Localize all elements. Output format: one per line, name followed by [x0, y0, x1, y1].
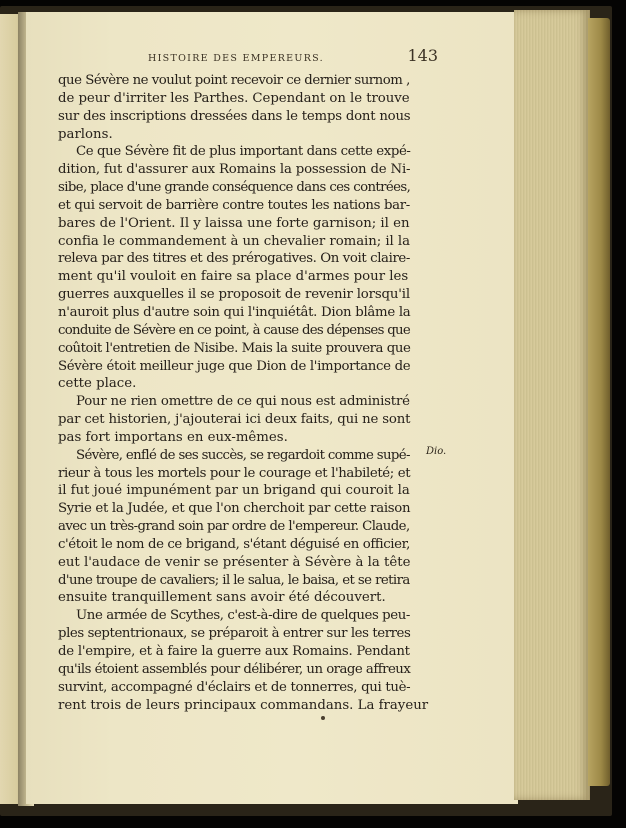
text-line: Une armée de Scythes, c'est-à-dire de quelques peu-: [76, 608, 410, 624]
text-line: que Sévère ne voulut point recevoir ce dernier surnom ,: [58, 73, 410, 88]
text-line: de l'empire, et à faire la guerre aux Romains. Pendant: [58, 644, 410, 659]
text-line: cette place.: [58, 376, 137, 392]
text-line: pas fort importans en eux-mêmes.: [58, 429, 288, 445]
text-line: Pour ne rien omettre de ce qui nous est administré: [76, 394, 410, 410]
running-head: [60, 48, 438, 70]
text-line: qu'ils étoient assemblés pour délibérer, un orage affreux: [58, 661, 411, 677]
body-text: [58, 72, 429, 714]
text-line: ment qu'il vouloit en faire sa place d'armes pour les: [58, 269, 409, 285]
text-line: de peur d'irriter les Parthes. Cependant on le trouve: [58, 90, 410, 106]
text-line: rent trois de leurs principaux commandans. La frayeur: [58, 697, 429, 713]
text-line: Sévère, enflé de ses succès, se regardoit comme supé-: [76, 447, 410, 463]
margin-note: Dio.: [426, 446, 447, 457]
text-line: conduite de Sévère en ce point, à cause des dépenses que: [58, 322, 410, 338]
text-line: bares de l'Orient. Il y laissa une forte garnison; il en: [58, 215, 410, 231]
text-line: rieur à tous les mortels pour le courage et l'habileté; et: [58, 465, 411, 481]
text-line: c'étoit le nom de ce brigand, s'étant déguisé en officier,: [58, 536, 410, 552]
text-line: Sévère étoit meilleur juge que Dion de l'importance de: [58, 358, 411, 374]
text-line: avec un très-grand soin par ordre de l'empereur. Claude,: [58, 519, 410, 535]
text-line: n'auroit plus d'autre soin qui l'inquiétât. Dion blâme la: [58, 304, 411, 320]
text-line: parlons.: [58, 126, 113, 142]
text-line: releva par des titres et des prérogatives. On voit claire-: [58, 251, 410, 267]
text-line: dition, fut d'assurer aux Romains la possession de Ni-: [58, 162, 411, 178]
text-line: ples septentrionaux, se préparoit à entrer sur les terres: [58, 626, 411, 642]
text-line: guerres auxquelles il se proposoit de revenir lorsqu'il: [58, 287, 410, 303]
text-line: ensuite tranquillement sans avoir été découvert.: [58, 590, 386, 606]
text-line: sur des inscriptions dressées dans le temps dont nous: [58, 108, 411, 124]
cover-edge: [588, 18, 610, 786]
text-line: et qui servoit de barrière contre toutes les nations bar-: [58, 197, 410, 213]
text-line: coûtoit l'entretien de Nisibe. Mais la suite prouvera que: [58, 340, 411, 356]
text-line: il fut joué impunément par un brigand qui couroit la: [58, 483, 410, 499]
running-title: HISTOIRE DES EMPEREURS.: [148, 53, 324, 64]
footer-mark: [321, 716, 325, 720]
text-line: eut l'audace de venir se présenter à Sévère à la tête: [58, 554, 411, 570]
page-number: 143: [407, 46, 438, 65]
text-line: survint, accompagné d'éclairs et de tonnerres, qui tuè-: [58, 679, 411, 695]
text-line: confia le commandement à un chevalier romain; il la: [58, 233, 410, 249]
text-line: par cet historien, j'ajouterai ici deux faits, qui ne sont: [58, 412, 411, 428]
text-line: Ce que Sévère fit de plus important dans cette expé-: [76, 144, 411, 160]
text-line: Syrie et la Judée, et que l'on cherchoit par cette raison: [58, 501, 411, 517]
page-block-edge: [514, 10, 590, 800]
text-line: sibe, place d'une grande conséquence dans ces contrées,: [58, 180, 411, 196]
text-line: d'une troupe de cavaliers; il le salua, le baisa, et se retira: [58, 572, 410, 588]
